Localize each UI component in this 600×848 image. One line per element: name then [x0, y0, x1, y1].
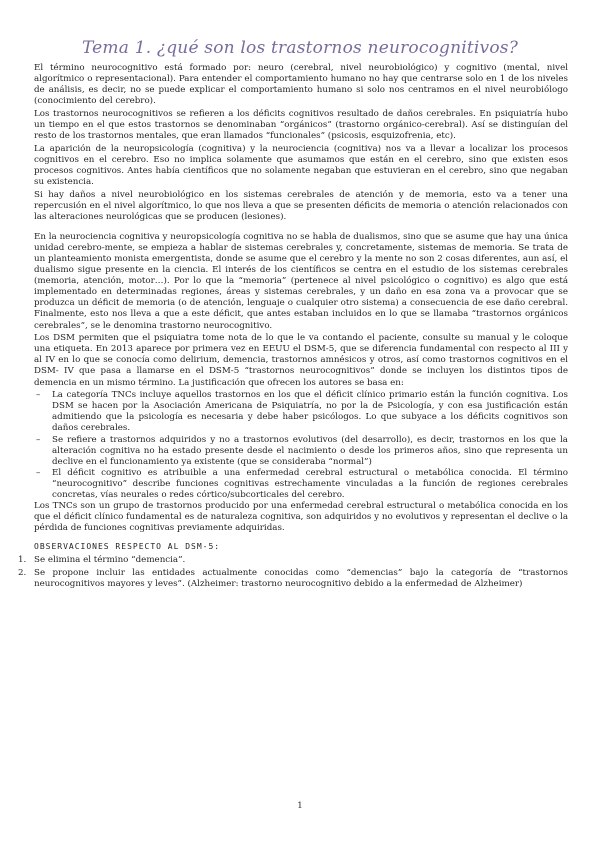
observations-heading: OBSERVACIONES RESPECTO AL DSM-5:	[34, 542, 221, 552]
list-item-text: La categoría TNCs incluye aquellos trastornos en los que el déficit clínico primario están la función cognitiva. Los DSM se hacen por la Asociación Americana de Psiquiatría, no por la de Psicología, y con esa justificación están admitiendo que la psicología es necesaria y debe haber psicólogos. Lo que subyace a los déficits cognitivos son daños cerebrales.	[52, 390, 568, 434]
list-item-text: Se propone incluir las entidades actualmente conocidas como “demencias” bajo la categoría de “trastornos neurocognitivos mayores y leves”. (Alzheimer: trastorno neurocognitivo debido a la enfermedad de Alzheimer)	[34, 567, 568, 589]
list-item-text: El déficit cognitivo es atribuible a una enfermedad cerebral estructural o metabólica conocida. El término “neurocognitivo” describe funciones cognitivas estrechamente vinculadas a la función de regiones cerebrales concretas, vías neurales o redes córtico/subcorticales del cerebro.	[52, 467, 568, 500]
closing-paragraph: Los TNCs son un grupo de trastornos producido por una enfermedad cerebral estructural o metabólica conocida en los que el déficit clínico fundamental es de naturaleza cognitiva, son adquiridos y no evolutivos y representan el declive o la pérdida de funciones cognitivas previamente adquiridas.	[34, 501, 568, 534]
dash-bullet: –	[36, 434, 41, 445]
document-title: Tema 1. ¿qué son los trastornos neurocognitivos?	[81, 38, 519, 58]
observations-list	[18, 555, 568, 589]
paragraph: Los DSM permiten que el psiquiatra tome nota de lo que le va contando el paciente, consulte su manual y le coloque una etiqueta. En 2013 aparece por primera vez en EEUU el DSM-5, que se diferencia fundamental con respecto al III y al IV en lo que se conocía como delirium, demencia, trastornos amnésicos y otros, así como trastornos cognitivos en el DSM- IV que pasa a llamarse en el DSM-5 “trastornos neurocognitivos” donde se incluyen los distintos tipos de demencia en un mismo término. La justificación que ofrecen los autores se basa en:	[34, 333, 568, 388]
page-number: 1	[297, 801, 303, 811]
paragraph: El término neurocognitivo está formado por: neuro (cerebral, nivel neurobiológico) y cognitivo (mental, nivel algorítmico o representacional). Para entender el comportamiento humano no hay que centrarse solo en 1 de los niveles de análisis, es decir, no se puede explicar el comportamiento humano si solo nos centramos en el nivel neurobiólogo (conocimiento del cerebro).	[34, 63, 568, 107]
list-item	[18, 567, 568, 590]
list-item-text: Se elimina el término “demencia”.	[34, 555, 186, 566]
dash-bullet: –	[36, 390, 41, 401]
dash-bullet: –	[36, 467, 41, 478]
paragraph: Si hay daños a nivel neurobiológico en los sistemas cerebrales de atención y de memoria, esto va a tener una repercusión en el nivel algorítmico, lo que nos lleva a que se presenten déficits de memoria o atención relacionados con las alteraciones neurológicas que se producen (lesiones).	[34, 189, 568, 222]
list-item-text: Se refiere a trastornos adquiridos y no a trastornos evolutivos (del desarrollo), es decir, trastornos en los que la alteración cognitiva no ha estado presente desde el nacimiento o desde los primeros años, sino que representa un declive en el funcionamiento ya existente (que se consideraba “normal”)	[52, 434, 568, 467]
paragraph: En la neurociencia cognitiva y neuropsicología cognitiva no se habla de dualismos, sino que se asume que hay una única unidad cerebro-mente, se empieza a hablar de sistemas cerebrales y, concretamente, sistemas de memoria. Se trata de un planteamiento monista emergentista, donde se asume que el cerebro y la mente no son 2 cosas diferentes, aun así, el dualismo sigue presente en la ciencia. El interés de los científicos se centra en el estudio de los sistemas cerebrales (memoria, atención, motor…). Por lo que la “memoria” (pertenece al nivel psicológico o cognitivo) es algo que está implementado en determinadas regiones, áreas y sistemas cerebrales, y un daño en esa zona va a provocar que se produzca un déficit de memoria (o de atención, lenguaje o cualquier otro sistema) a consecuencia de ese daño cerebral. Finalmente, esto nos lleva a que a este déficit, que antes estaban incluidos en lo que se llamaba “trastornos orgánicos cerebrales”, se le denomina trastorno neurocognitivo.	[34, 231, 568, 331]
paragraph: Los trastornos neurocognitivos se refieren a los déficits cognitivos resultado de daños cerebrales. En psiquiatría hubo un tiempo en el que estos trastornos se denominaban “orgánicos” (trastorno orgánico-cerebral). Así se distinguían del resto de los trastornos mentales, que eran llamados “funcionales” (psicosis, esquizofrenia, etc).	[34, 108, 568, 142]
list-item	[18, 555, 568, 566]
list-item	[34, 390, 568, 434]
list-number: 2.	[18, 567, 27, 578]
justification-list	[34, 390, 568, 501]
document-body	[18, 63, 568, 591]
list-item	[34, 435, 568, 468]
list-number: 1.	[18, 555, 27, 566]
paragraph: La aparición de la neuropsicología (cognitiva) y la neurociencia (cognitiva) nos va a llevar a localizar los procesos cognitivos en el cerebro. Eso no implica solamente que asumamos que están en el cerebro, sino que existen esos procesos cognitivos. Antes había científicos que no solamente negaban que estuvieran en el cerebro, sino que negaban su existencia.	[34, 143, 568, 187]
list-item	[34, 468, 568, 501]
